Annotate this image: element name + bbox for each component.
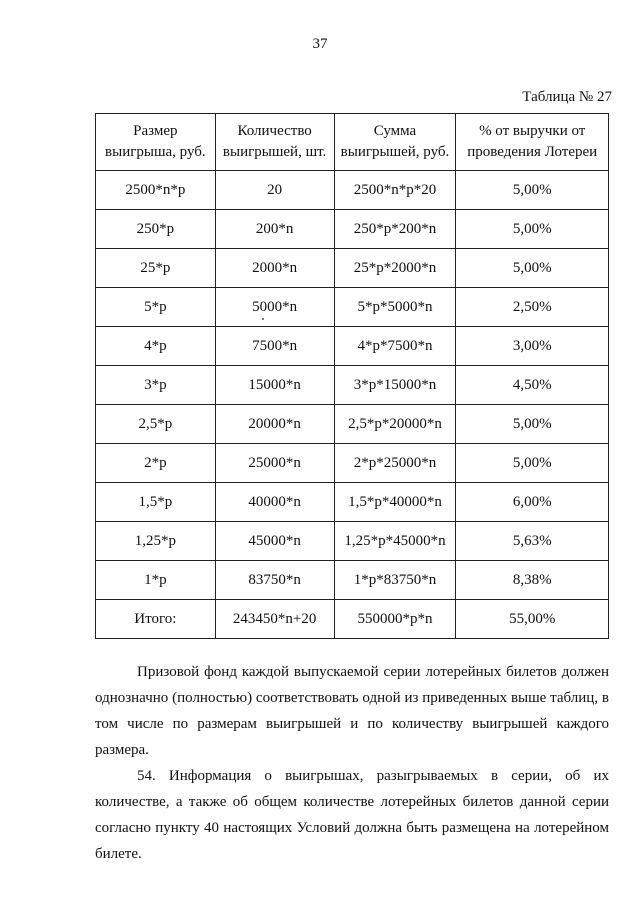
table-header-row [96, 114, 609, 171]
revenue-percent-cell: 5,00% [456, 444, 609, 483]
revenue-percent-cell: 8,38% [456, 561, 609, 600]
prize-sum-cell: 2,5*p*20000*n [334, 405, 456, 444]
scan-speck [262, 318, 264, 320]
revenue-percent-cell: 6,00% [456, 483, 609, 522]
prize-sum-cell: 1,5*p*40000*n [334, 483, 456, 522]
table-row [96, 522, 609, 561]
table-caption: Таблица № 27 [522, 89, 612, 105]
header-prize-sum: Сумма выигрышей, руб. [334, 114, 456, 171]
revenue-percent-cell: 3,00% [456, 327, 609, 366]
revenue-percent-cell: 4,50% [456, 366, 609, 405]
table-total-row [96, 600, 609, 639]
prize-size-cell: 250*p [96, 210, 216, 249]
prize-count-cell: 20000*n [215, 405, 334, 444]
prize-count-cell: 200*n [215, 210, 334, 249]
prize-sum-cell: 250*p*200*n [334, 210, 456, 249]
prize-table [95, 113, 609, 639]
revenue-percent-cell: 55,00% [456, 600, 609, 639]
prize-size-cell: 25*p [96, 249, 216, 288]
paragraph-54-information: 54. Информация о выигрышах, разыгрываемых в серии, об их количестве, а также об общем количестве лотерейных билетов данной серии согласно пункту 40 настоящих Условий должна быть размещена на лотерейном билете. [95, 768, 609, 862]
prize-size-cell: 2500*n*p [96, 171, 216, 210]
revenue-percent-cell: 5,00% [456, 171, 609, 210]
prize-sum-cell: 2500*n*p*20 [334, 171, 456, 210]
revenue-percent-cell: 5,00% [456, 405, 609, 444]
prize-sum-cell: 1,25*p*45000*n [334, 522, 456, 561]
table-row [96, 444, 609, 483]
prize-size-cell: 2*p [96, 444, 216, 483]
table-row [96, 561, 609, 600]
table-body [96, 171, 609, 639]
prize-count-cell: 15000*n [215, 366, 334, 405]
header-prize-count: Количество выигрышей, шт. [215, 114, 334, 171]
revenue-percent-cell: 5,00% [456, 249, 609, 288]
header-prize-size: Размер выигрыша, руб. [96, 114, 216, 171]
prize-size-cell: 1,5*p [96, 483, 216, 522]
table-row [96, 366, 609, 405]
prize-sum-cell: 4*p*7500*n [334, 327, 456, 366]
prize-size-cell: 5*p [96, 288, 216, 327]
prize-sum-cell: 3*p*15000*n [334, 366, 456, 405]
page-number: 37 [312, 36, 328, 52]
prize-sum-cell: 25*p*2000*n [334, 249, 456, 288]
prize-sum-cell: 1*p*83750*n [334, 561, 456, 600]
prize-size-cell: Итого: [96, 600, 216, 639]
prize-size-cell: 4*p [96, 327, 216, 366]
revenue-percent-cell: 5,63% [456, 522, 609, 561]
prize-sum-cell: 5*p*5000*n [334, 288, 456, 327]
table-row [96, 327, 609, 366]
prize-count-cell: 243450*n+20 [215, 600, 334, 639]
table-row [96, 288, 609, 327]
prize-size-cell: 1*p [96, 561, 216, 600]
table-row [96, 171, 609, 210]
prize-sum-cell: 2*p*25000*n [334, 444, 456, 483]
revenue-percent-cell: 2,50% [456, 288, 609, 327]
prize-count-cell: 20 [215, 171, 334, 210]
prize-sum-cell: 550000*p*n [334, 600, 456, 639]
prize-count-cell: 5000*n [215, 288, 334, 327]
prize-count-cell: 25000*n [215, 444, 334, 483]
table-row [96, 249, 609, 288]
table-row [96, 405, 609, 444]
prize-count-cell: 7500*n [215, 327, 334, 366]
table-row [96, 483, 609, 522]
prize-count-cell: 40000*n [215, 483, 334, 522]
header-revenue-percent: % от выручки от проведения Лотереи [456, 114, 609, 171]
prize-count-cell: 2000*n [215, 249, 334, 288]
table-row [96, 210, 609, 249]
paragraph-prize-fund: Призовой фонд каждой выпускаемой серии лотерейных билетов должен однозначно (полностью) соответствовать одной из приведенных выше таблиц, в том числе по размерам выигрышей и по количеству выигрышей каждого размера. [95, 664, 609, 758]
prize-count-cell: 83750*n [215, 561, 334, 600]
prize-size-cell: 2,5*p [96, 405, 216, 444]
prize-size-cell: 3*p [96, 366, 216, 405]
revenue-percent-cell: 5,00% [456, 210, 609, 249]
prize-size-cell: 1,25*p [96, 522, 216, 561]
prize-count-cell: 45000*n [215, 522, 334, 561]
